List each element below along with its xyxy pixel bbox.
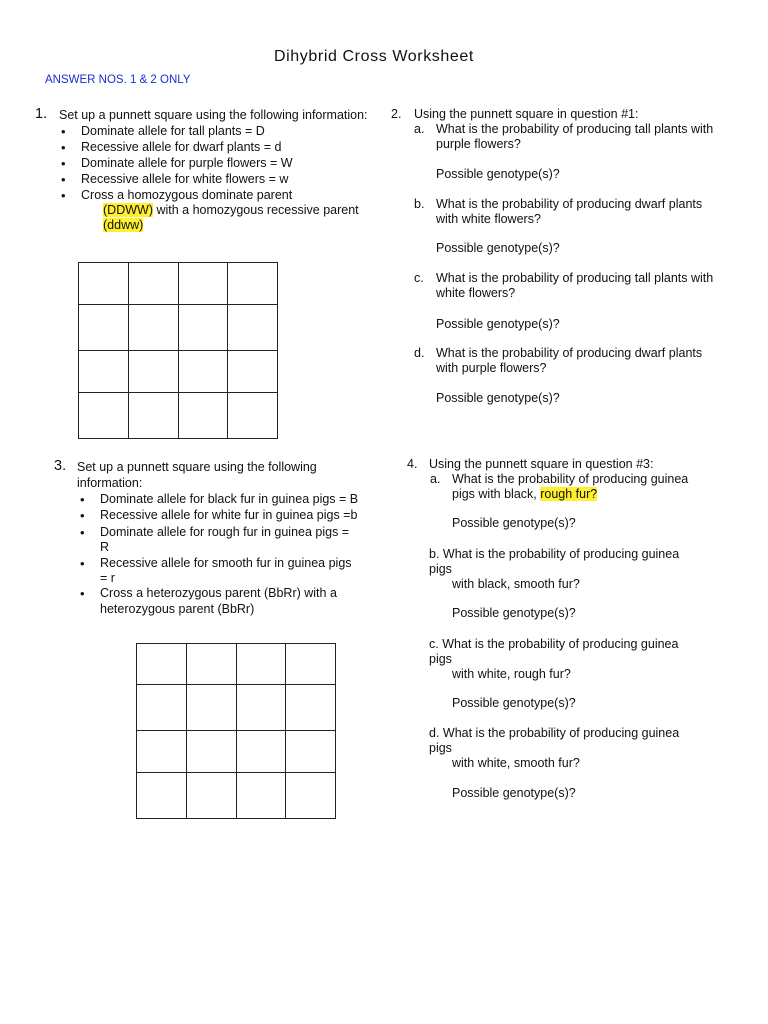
punnett-cell[interactable]	[79, 393, 129, 439]
genotype-prompt: Possible genotype(s)?	[452, 516, 576, 530]
punnett-cell[interactable]	[187, 685, 237, 731]
sub-question-text: What is the probability of producing guinea	[452, 472, 689, 486]
punnett-cell[interactable]	[129, 305, 179, 351]
punnett-cell[interactable]	[137, 685, 187, 731]
sub-letter: d.	[414, 346, 425, 360]
genotype-prompt: Possible genotype(s)?	[452, 606, 576, 620]
question-prompt: Using the punnett square in question #3:	[429, 457, 654, 471]
sub-letter: c.	[414, 271, 424, 285]
punnett-cell[interactable]	[137, 731, 187, 773]
highlighted-genotype: (DDWW)	[103, 203, 153, 217]
sub-question-text: What is the probability of producing dwarf plants	[436, 197, 703, 211]
punnett-cell[interactable]	[286, 773, 336, 819]
punnett-cell[interactable]	[179, 393, 228, 439]
genotype-prompt: Possible genotype(s)?	[452, 786, 576, 800]
punnett-cell[interactable]	[237, 773, 286, 819]
sub-question-text: d. What is the probability of producing guinea	[429, 726, 680, 740]
bullet-item: • Recessive allele for white fur in guinea pigs =b	[100, 508, 357, 523]
punnett-cell[interactable]	[228, 263, 278, 305]
punnett-row	[79, 263, 278, 305]
page-title: Dihybrid Cross Worksheet	[274, 48, 474, 65]
genotype-prompt: Possible genotype(s)?	[452, 696, 576, 710]
bullet-item: • Recessive allele for smooth fur in guinea pigs	[100, 556, 352, 571]
sub-question-text: pigs	[429, 652, 452, 666]
bullet-item: • Cross a heterozygous parent (BbRr) with a	[100, 586, 337, 601]
punnett-row	[79, 305, 278, 351]
punnett-cell[interactable]	[79, 263, 129, 305]
punnett-cell[interactable]	[129, 351, 179, 393]
sub-question-plain: pigs with black,	[452, 487, 541, 501]
sub-question-text: What is the probability of producing tall plants with	[436, 122, 714, 136]
bullet-item: • Dominate allele for purple flowers = W	[81, 156, 293, 171]
punnett-cell[interactable]	[137, 644, 187, 685]
punnett-cell[interactable]	[228, 305, 278, 351]
punnett-cell[interactable]	[187, 773, 237, 819]
bullet-continuation: = r	[100, 571, 115, 585]
punnett-square-1[interactable]	[78, 262, 278, 439]
sub-letter: a.	[414, 122, 425, 136]
bullet-item: • Recessive allele for dwarf plants = d	[81, 140, 281, 155]
punnett-cell[interactable]	[129, 393, 179, 439]
punnett-cell[interactable]	[129, 263, 179, 305]
question-prompt: Set up a punnett square using the following	[77, 460, 317, 474]
instruction-note: ANSWER NOS. 1 & 2 ONLY	[45, 74, 191, 86]
punnett-cell[interactable]	[286, 731, 336, 773]
highlighted-genotype: (ddww)	[103, 218, 144, 232]
question-prompt: Set up a punnett square using the following information:	[59, 108, 368, 122]
punnett-cell[interactable]	[286, 685, 336, 731]
bullet-continuation: R	[100, 540, 110, 554]
punnett-cell[interactable]	[79, 305, 129, 351]
punnett-cell[interactable]	[237, 731, 286, 773]
punnett-cell[interactable]	[237, 685, 286, 731]
punnett-cell[interactable]	[286, 644, 336, 685]
bullet-continuation: heterozygous parent (BbRr)	[100, 602, 255, 616]
punnett-row	[79, 351, 278, 393]
sub-question-text: with white, rough fur?	[452, 667, 571, 681]
bullet-item: • Cross a homozygous dominate parent	[81, 188, 292, 203]
sub-letter: b.	[414, 197, 425, 211]
genotype-prompt: Possible genotype(s)?	[436, 241, 560, 255]
punnett-cell[interactable]	[79, 351, 129, 393]
punnett-row	[137, 731, 336, 773]
sub-question-text: What is the probability of producing tall plants with	[436, 271, 714, 285]
bullet-item: • Dominate allele for tall plants = D	[81, 124, 265, 139]
punnett-row	[137, 773, 336, 819]
genotype-prompt: Possible genotype(s)?	[436, 391, 560, 405]
punnett-cell[interactable]	[179, 305, 228, 351]
sub-question-text: with white, smooth fur?	[452, 756, 580, 770]
sub-question-text: What is the probability of producing dwarf plants	[436, 346, 703, 360]
punnett-cell[interactable]	[187, 644, 237, 685]
question-prompt: information:	[77, 476, 143, 490]
punnett-cell[interactable]	[179, 351, 228, 393]
sub-question-text: with black, smooth fur?	[452, 577, 580, 591]
punnett-row	[79, 393, 278, 439]
question-number: 1.	[35, 106, 48, 122]
sub-question-text: purple flowers?	[436, 137, 521, 151]
genotype-prompt: Possible genotype(s)?	[436, 167, 560, 181]
sub-question-text	[452, 487, 597, 502]
bullet-text: with a homozygous recessive parent	[152, 203, 359, 217]
punnett-cell[interactable]	[137, 773, 187, 819]
sub-question-text: white flowers?	[436, 286, 516, 300]
punnett-cell[interactable]	[187, 731, 237, 773]
punnett-cell[interactable]	[179, 263, 228, 305]
punnett-cell[interactable]	[228, 351, 278, 393]
punnett-cell[interactable]	[237, 644, 286, 685]
bullet-item: • Recessive allele for white flowers = w	[81, 172, 288, 187]
punnett-square-3[interactable]	[136, 643, 336, 819]
question-number: 4.	[407, 457, 418, 471]
bullet-continuation	[103, 218, 143, 233]
question-prompt: Using the punnett square in question #1:	[414, 107, 639, 121]
bullet-item: • Dominate allele for black fur in guinea pigs = B	[100, 492, 358, 507]
sub-question-text: c. What is the probability of producing guinea	[429, 637, 679, 651]
sub-question-text: with white flowers?	[436, 212, 541, 226]
genotype-prompt: Possible genotype(s)?	[436, 317, 560, 331]
question-number: 3.	[54, 458, 67, 474]
bullet-item: • Dominate allele for rough fur in guinea pigs =	[100, 525, 349, 540]
sub-letter: a.	[430, 472, 441, 486]
sub-question-text: pigs	[429, 741, 452, 755]
highlighted-phrase: rough fur?	[540, 487, 598, 501]
punnett-row	[137, 644, 336, 685]
punnett-row	[137, 685, 336, 731]
question-number: 2.	[391, 107, 402, 121]
sub-question-text: b. What is the probability of producing guinea	[429, 547, 680, 561]
punnett-cell[interactable]	[228, 393, 278, 439]
bullet-continuation	[103, 203, 359, 218]
sub-question-text: with purple flowers?	[436, 361, 547, 375]
sub-question-text: pigs	[429, 562, 452, 576]
